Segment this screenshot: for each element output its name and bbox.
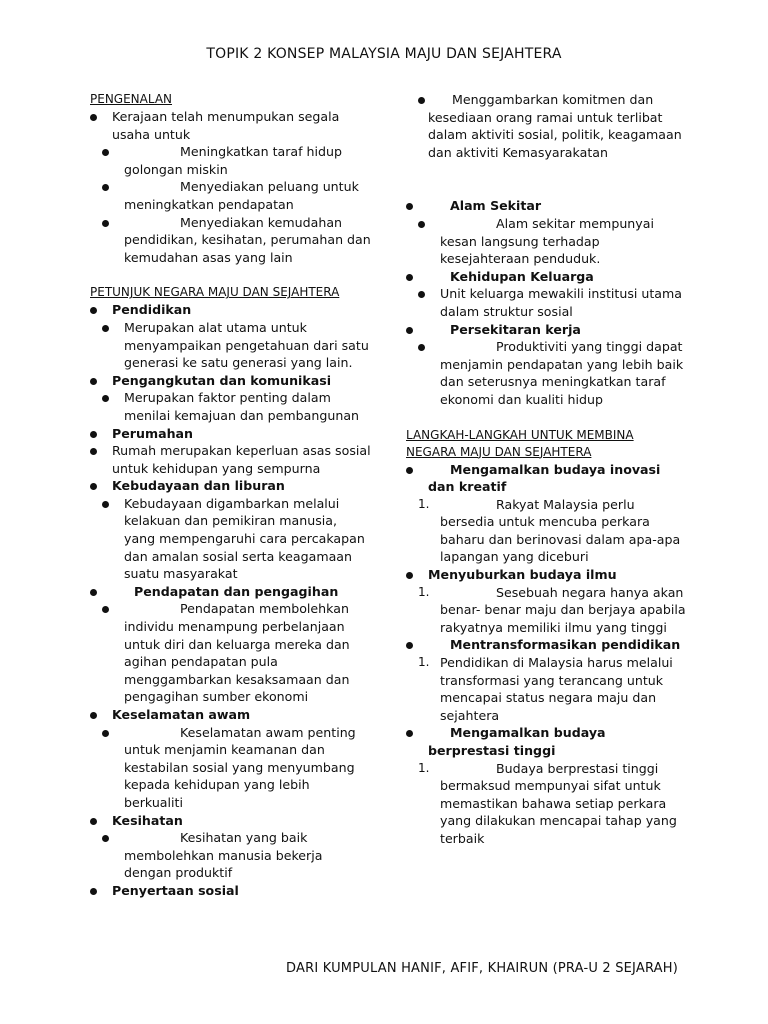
bullet-icon xyxy=(102,178,109,196)
list-item: Mengamalkan budaya berprestasi tinggi xyxy=(406,724,688,759)
list-item: Unit keluarga mewakili institusi utama dalam struktur sosial xyxy=(406,285,688,320)
bullet-icon xyxy=(90,372,97,390)
bullet-icon xyxy=(102,600,109,618)
list-item: Menyuburkan budaya ilmu xyxy=(406,566,688,584)
bullet-icon xyxy=(90,583,97,601)
numbered-item: 1. Rakyat Malaysia perlu bersedia untuk mencuba perkara baharu dan berinovasi dalam apa-apa lapangan yang diceburi xyxy=(418,496,681,565)
list-item: Alam sekitar mempunyai kesan langsung terhadap kesejahteraan penduduk. xyxy=(406,215,688,268)
bullet-icon xyxy=(102,495,109,513)
list-item: Merupakan faktor penting dalam menilai kemajuan dan pembangunan xyxy=(90,389,372,424)
bullet-icon xyxy=(406,724,413,742)
bullet-icon xyxy=(90,108,97,126)
list-item: Keselamatan awam xyxy=(90,706,372,724)
bullet-icon xyxy=(406,268,413,286)
list-item: Keselamatan awam penting untuk menjamin keamanan dan kestabilan sosial yang menyumbang kepada kehidupan yang lebih berkualiti xyxy=(90,724,372,812)
bullet-icon xyxy=(406,461,413,479)
heading-petunjuk: PETUNJUK NEGARA MAJU DAN SEJAHTERA xyxy=(90,285,340,300)
list-item: Kehidupan Keluarga xyxy=(406,268,688,286)
list-item: Menyediakan kemudahan pendidikan, kesihatan, perumahan dan kemudahan asas yang lain xyxy=(90,214,372,267)
bullet-icon xyxy=(90,706,97,724)
bullet-icon xyxy=(418,285,425,303)
list-item: Pendapatan dan pengagihan xyxy=(90,583,372,601)
list-item: Kebudayaan digambarkan melalui kelakuan dan pemikiran manusia, yang mempengaruhi cara percakapan dan amalan sosial serta keagamaan suatu masyarakat xyxy=(90,495,372,583)
heading-langkah: LANGKAH-LANGKAH UNTUK MEMBINA NEGARA MAJU DAN SEJAHTERA xyxy=(406,427,634,459)
heading-pengenalan: PENGENALAN xyxy=(90,92,173,106)
list-item: Kebudayaan dan liburan xyxy=(90,477,372,495)
bullet-icon xyxy=(90,477,97,495)
page-title: TOPIK 2 KONSEP MALAYSIA MAJU DAN SEJAHTERA xyxy=(206,46,562,62)
bullet-icon xyxy=(418,338,425,356)
bullet-icon xyxy=(90,301,97,319)
bullet-icon xyxy=(90,812,97,830)
left-column xyxy=(90,91,372,900)
list-item: Kesihatan xyxy=(90,812,372,830)
footer-credit: DARI KUMPULAN HANIF, AFIF, KHAIRUN (PRA-U 2 SEJARAH) xyxy=(286,961,678,976)
list-item: Produktiviti yang tinggi dapat menjamin pendapatan yang lebih baik dan seterusnya meningkatkan taraf ekonomi dan kualiti hidup xyxy=(406,338,688,408)
list-item: Merupakan alat utama untuk menyampaikan pengetahuan dari satu generasi ke satu generasi yang lain. xyxy=(90,319,372,372)
bullet-icon xyxy=(102,214,109,232)
bullet-icon xyxy=(102,143,109,161)
list-item: Persekitaran kerja xyxy=(406,321,688,339)
bullet-icon xyxy=(90,425,97,443)
bullet-icon xyxy=(102,319,109,337)
list-item: Penyertaan sosial xyxy=(90,882,372,900)
bullet-icon xyxy=(102,829,109,847)
bullet-icon xyxy=(102,724,109,742)
bullet-icon xyxy=(406,321,413,339)
numbered-item: 1. Sesebuah negara hanya akan benar- benar maju dan berjaya apabila rakyatnya memiliki ilmu yang tinggi xyxy=(418,584,686,635)
numbered-item: 1. Pendidikan di Malaysia harus melalui transformasi yang terancang untuk mencapai status negara maju dan sejahtera xyxy=(418,655,673,723)
list-item: Menggambarkan komitmen dan kesediaan orang ramai untuk terlibat dalam aktiviti sosial, politik, keagamaan dan aktiviti Kemasyarakatan xyxy=(406,91,688,161)
list-item: Pendidikan xyxy=(90,301,372,319)
bullet-icon xyxy=(406,197,413,215)
list-item: Mengamalkan budaya inovasi dan kreatif xyxy=(406,461,688,496)
bullet-icon xyxy=(406,566,413,584)
list-item: Pengangkutan dan komunikasi xyxy=(90,372,372,390)
bullet-icon xyxy=(90,882,97,900)
right-column xyxy=(406,91,688,848)
list-item: Meningkatkan taraf hidup golongan miskin xyxy=(90,143,372,178)
list-item: Pendapatan membolehkan individu menampung perbelanjaan untuk diri dan keluarga mereka dan agihan pendapatan pula menggambarkan kesaksamaan dan pengagihan sumber ekonomi xyxy=(90,600,372,706)
bullet-icon xyxy=(418,91,425,109)
bullet-icon xyxy=(102,389,109,407)
list-item: Rumah merupakan keperluan asas sosial untuk kehidupan yang sempurna xyxy=(90,442,372,477)
bullet-icon xyxy=(406,636,413,654)
bullet-icon xyxy=(90,442,97,460)
list-item: Perumahan xyxy=(90,425,372,443)
list-item: Kesihatan yang baik membolehkan manusia bekerja dengan produktif xyxy=(90,829,372,882)
list-item: Menyediakan peluang untuk meningkatkan pendapatan xyxy=(90,178,372,213)
numbered-item: 1. Budaya berprestasi tinggi bermaksud mempunyai sifat untuk memastikan bahawa setiap perkara yang dilakukan mencapai tahap yang terbaik xyxy=(418,760,677,846)
list-item: Alam Sekitar xyxy=(406,197,688,215)
bullet-icon xyxy=(418,215,425,233)
list-item: Kerajaan telah menumpukan segala usaha untuk xyxy=(90,108,372,143)
list-item: Mentransformasikan pendidikan xyxy=(406,636,688,654)
